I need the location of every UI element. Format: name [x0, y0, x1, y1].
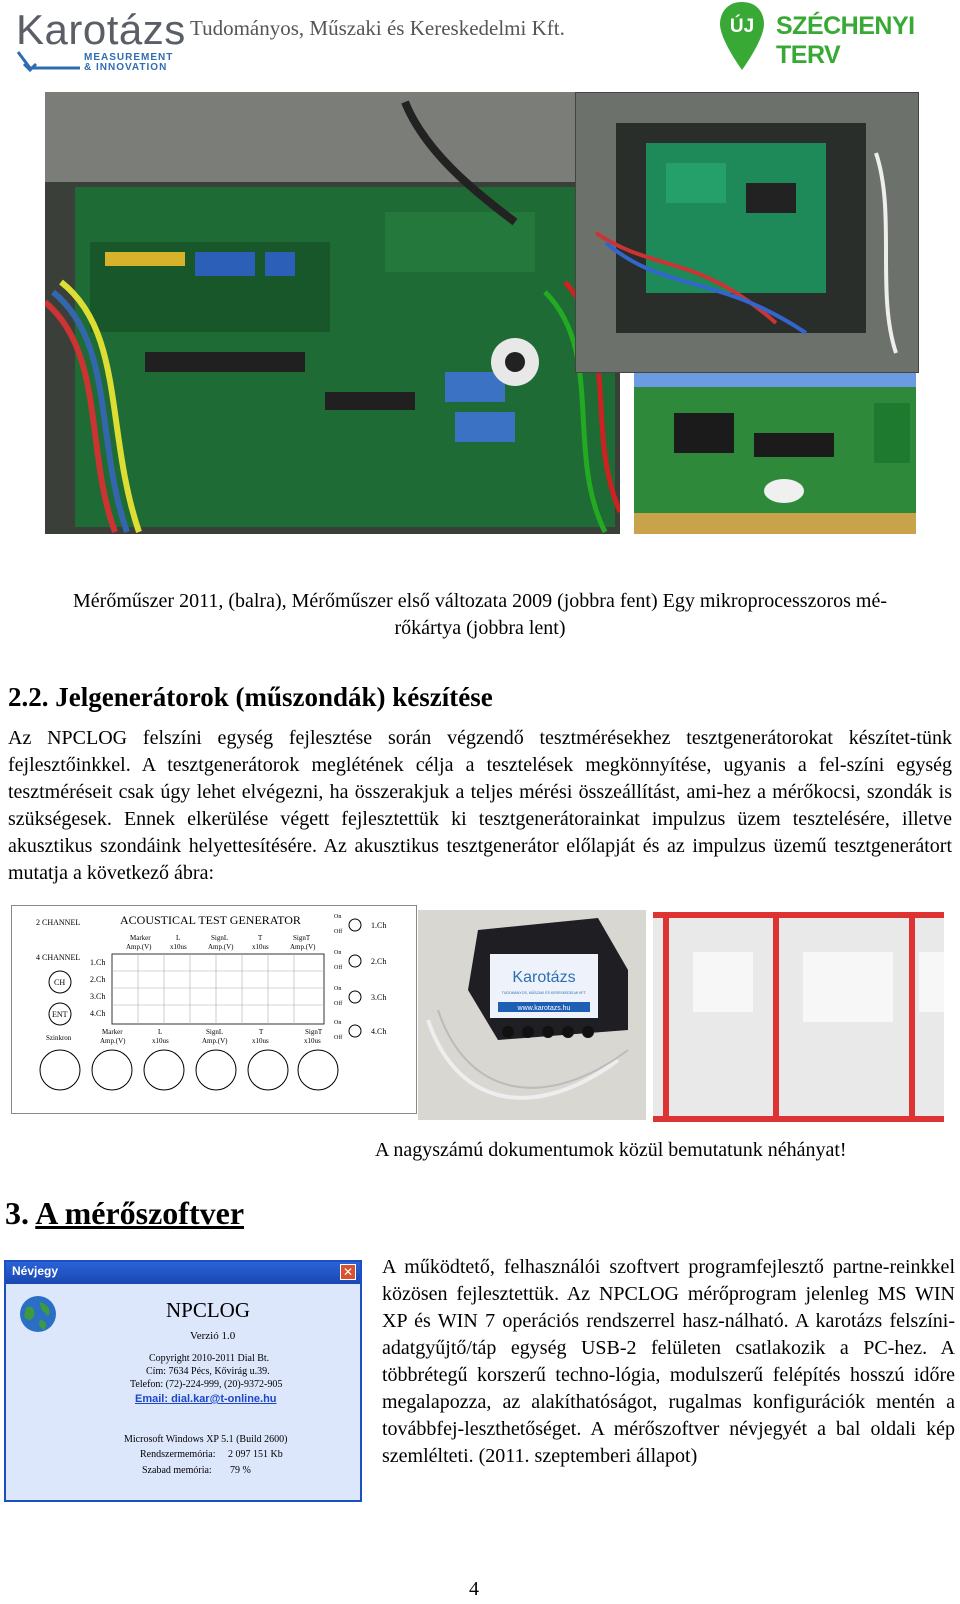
knob-label-3a: L	[158, 1028, 163, 1036]
switch-label-1: 1.Ch	[371, 921, 387, 930]
dialog-memory-value: 2 097 151 Kb	[228, 1449, 283, 1460]
row-label-3: 3.Ch	[90, 992, 106, 1001]
panel-4-channel-label: 4 CHANNEL	[36, 953, 81, 962]
device-url: www.karotazs.hu	[517, 1005, 571, 1012]
page-number: 4	[469, 1578, 479, 1600]
knob-label-3b: x10us	[152, 1037, 169, 1045]
globe-icon	[18, 1294, 58, 1334]
measuring-instrument-2009-photo	[575, 92, 919, 373]
section-3-number: 3.	[5, 1195, 29, 1231]
col-marker: Marker	[130, 934, 151, 942]
col-l: L	[176, 934, 181, 942]
device-illustration	[418, 910, 646, 1120]
switch-on-2: On	[334, 950, 342, 956]
switch-1	[349, 919, 361, 931]
knob-label-2b: Amp.(V)	[100, 1037, 126, 1045]
knob-label-4b: Amp.(V)	[202, 1037, 228, 1045]
switch-2	[349, 955, 361, 967]
dialog-title: Névjegy	[12, 1264, 59, 1278]
szechenyi-uj-text: ÚJ	[729, 16, 755, 37]
dialog-free-memory-value: 79 %	[230, 1465, 251, 1476]
device-sub: TUDOMÁNYOS, MŰSZAKI ÉS KERESKEDELMI KFT.	[501, 991, 587, 995]
col-signt-unit: Amp.(V)	[290, 943, 316, 951]
col-signt: SignT	[293, 934, 311, 942]
measuring-instrument-2011-photo	[45, 92, 620, 534]
logo-tagline	[84, 53, 173, 73]
knob-5	[248, 1050, 288, 1090]
section-3-heading	[5, 1195, 244, 1232]
knob-3	[144, 1050, 184, 1090]
panel-2-channel-label: 2 CHANNEL	[36, 918, 81, 927]
col-t: T	[258, 934, 263, 942]
row-label-4: 4.Ch	[90, 1009, 106, 1018]
close-icon[interactable]: ✕	[340, 1264, 356, 1280]
documents-photo	[653, 912, 944, 1122]
dialog-address: Cím: 7634 Pécs, Kővirág u.39.	[146, 1366, 270, 1377]
knob-label-5b: x10us	[252, 1037, 269, 1045]
knob-1	[40, 1050, 80, 1090]
switch-off-3: Off	[334, 1001, 343, 1007]
dialog-version: Verzió 1.0	[190, 1330, 236, 1342]
company-name: Tudományos, Műszaki és Kereskedelmi Kft.	[190, 16, 565, 40]
dialog-copyright: Copyright 2010-2011 Dial Bt.	[149, 1353, 270, 1364]
pcb-br-illustration	[634, 373, 916, 534]
switch-off-4: Off	[334, 1035, 343, 1041]
row-label-2: 2.Ch	[90, 975, 106, 984]
dialog-titlebar	[6, 1262, 360, 1284]
knob-4	[196, 1050, 236, 1090]
switch-3	[349, 991, 361, 1003]
acoustic-panel-drawing	[12, 906, 416, 1113]
documents-caption: A nagyszámú dokumentumok közül bemutatunk néhányat!	[375, 1139, 847, 1161]
section-3-title: A mérőszoftver	[35, 1195, 245, 1231]
panel-title: ACOUSTICAL TEST GENERATOR	[120, 913, 301, 927]
col-signl: SignL	[211, 934, 229, 942]
row-label-1: 1.Ch	[90, 958, 106, 967]
dialog-product-name: NPCLOG	[166, 1298, 251, 1322]
dialog-free-memory-label: Szabad memória:	[142, 1465, 212, 1476]
knob-label-2a: Marker	[102, 1028, 123, 1036]
switch-on-4: On	[334, 1020, 342, 1026]
knob-label-6b: x10us	[304, 1037, 321, 1045]
switch-off-1: Off	[334, 929, 343, 935]
knob-label-5a: T	[259, 1028, 264, 1036]
logo-tagline-line2: & INNOVATION	[84, 62, 168, 73]
szechenyi-terv-text: SZÉCHENYI TERV	[776, 12, 915, 69]
col-t-unit: x10us	[252, 943, 269, 951]
knob-6	[298, 1050, 338, 1090]
knob-label-4a: SignL	[206, 1028, 224, 1036]
switch-on-1: On	[334, 914, 342, 920]
switch-label-4: 4.Ch	[371, 1027, 387, 1036]
switch-on-3: On	[334, 986, 342, 992]
knob-label-6a: SignT	[305, 1028, 323, 1036]
col-marker-unit: Amp.(V)	[126, 943, 152, 951]
knob-label-1a: Szinkron	[46, 1034, 72, 1042]
acoustic-test-generator-panel	[11, 905, 417, 1114]
lcd-display	[112, 954, 324, 1024]
figure1-caption-line2: rőkártya (jobbra lent)	[394, 617, 566, 639]
documents-illustration	[653, 912, 944, 1122]
pcb-main-illustration	[45, 92, 620, 534]
pcb-tr-illustration	[576, 93, 918, 372]
dialog-os: Microsoft Windows XP 5.1 (Build 2600)	[124, 1434, 288, 1445]
section-2-2-heading: 2.2. Jelgenerátorok (műszondák) készítése	[8, 682, 493, 712]
ent-button-label: ENT	[52, 1010, 68, 1019]
impulse-test-generator-photo	[418, 910, 646, 1120]
lcd-grid	[112, 954, 324, 1024]
dialog-memory-label: Rendszermemória:	[140, 1449, 216, 1460]
switch-off-2: Off	[334, 965, 343, 971]
dialog-phone: Telefon: (72)-224-999, (20)-9372-905	[130, 1379, 283, 1390]
switch-label-3: 3.Ch	[371, 993, 387, 1002]
figure1-caption-line1: Mérőműszer 2011, (balra), Mérőműszer első változata 2009 (jobbra fent) Egy mikroprocesszoros mé-	[73, 590, 887, 612]
section-2-2-paragraph: Az NPCLOG felszíni egység fejlesztése során végzendő tesztmérésekhez tesztgenerátorokat készítet-tünk fejlesztőinkkel. A tesztgenerátorok meglétének célja a tesztelések megkönnyítése, ugyanis a fel-színi egység tesztméréseit csak úgy lehet elvégezni, ha összerakjuk a teljes mérési összeállítást, ami-hez a mérőkocsi, szondák is szükségesek. Ennek elkerülése végett fejlesztettük ki tesztgenerátorainkat impulzus üzem tesztelésére, illetve akusztikus szondáink helyettesítésére. Az akusztikus tesztgenerátor előlapját és az impulzus üzemű tesztgenerátort mutatja a következő ábra:	[8, 727, 952, 884]
logo-arrow-icon	[16, 50, 82, 72]
knob-2	[92, 1050, 132, 1090]
device-brand: Karotázs	[512, 969, 576, 986]
col-signl-unit: Amp.(V)	[208, 943, 234, 951]
logo-tagline-line1: MEASUREMENT	[84, 52, 174, 63]
switch-4	[349, 1025, 361, 1037]
about-dialog	[4, 1260, 362, 1502]
dialog-email-link[interactable]: Email: dial.kar@t-online.hu	[135, 1393, 277, 1405]
microprocessor-board-photo	[634, 373, 916, 534]
ch-button-label: CH	[54, 978, 66, 987]
figure1-caption	[10, 588, 950, 642]
col-l-unit: x10us	[170, 943, 187, 951]
section-3-paragraph: A működtető, felhasználói szoftvert programfejlesztő partne-reinkkel közösen fejlesztettük. Az NPCLOG mérőprogram jelenleg MS WIN XP és WIN 7 operációs rendszerrel hasz-nálható. A karotázs felszíni-adatgyűjtő/táp egység USB-2 felületen csatlakozik a PC-hez. A többrétegű korszerű techno-lógia, modulszerű felépítés hosszú időre megalapozza, az alakíthatóságot, rugalmas konfigurációk mentén a továbbfej-leszthetőséget. A mérőszoftver névjegyét a bal oldali kép szemlélteti. (2011. szeptemberi állapot)	[382, 1256, 955, 1467]
switch-label-2: 2.Ch	[371, 957, 387, 966]
karotazs-logo-wordmark: Karotázs	[16, 6, 186, 53]
